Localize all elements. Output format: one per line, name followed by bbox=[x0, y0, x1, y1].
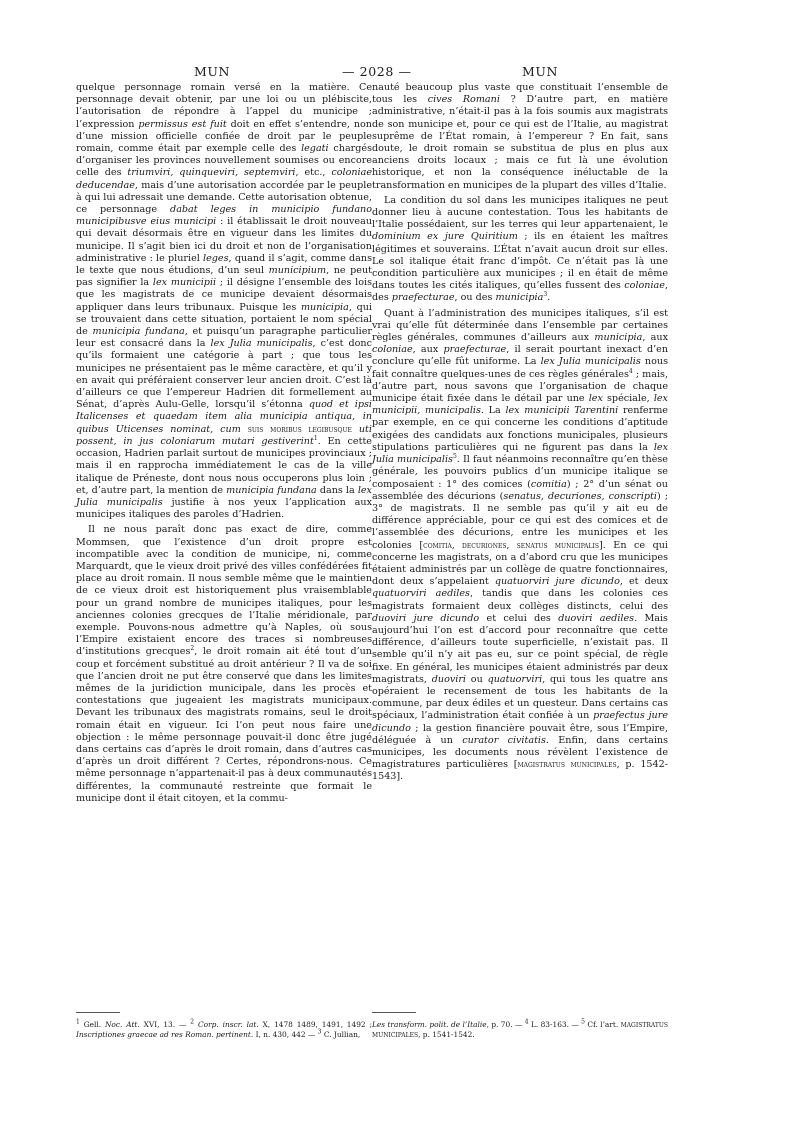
paragraph: quelque personnage romain versé en la matière. Ce personnage devait obtenir, par une loi ou un plébiscite, l’autorisation de répondre à l’appel du municipe ; l’expression permissus est fuit doit en effet s’entendre, non d’une mission officielle confiée de droit par le peuple romain, comme était par exemple celle des legati chargés d’organiser les provinces nouvellement soumises ou encore celle des triumviri, quinqueviri, septemviri, etc., coloniae deducendae, mais d’une autorisation accordée par le peuple à qui lui adressait une demande. Cette autorisation obtenue, ce personnage dabat leges in municipio fundano municipibusve eius municipi : il établissait le droit nouveau qui devait désormais être en vigueur dans les limites du municipe. Il s’agit bien ici du droit et non de l’organisation administrative : le pluriel leges, quand il s’agit, comme dans le texte que nous étudions, d’un seul municipium, ne peut pas signifier la lex municipii ; il désigne l’ensemble des lois que les magistrats de ce municipe devaient désormais appliquer dans leurs tribunaux. Puisque les municipia, qui se trouvaient dans cette situation, portaient le nom spécial de municipia fundana, et puisqu’un paragraphe particulier leur est consacré dans la lex Julia municipalis, c’est donc qu’ils formaient une catégorie à part ; que tous les municipes ne présentaient pas le même caractère, et qu’il y en avait qui préféraient conserver leur ancien droit. C’est là d’ailleurs ce que l’empereur Hadrien dit formellement au Sénat, d’après Aulu-Gelle, lorsqu’il s’étonna quod et ipsi Italicenses et quaedam item alia municipia antiqua, in quibus Uticenses nominat, cum suis moribus legibusque uti possent, in jus coloniarum mutari gestiverint$^1$. En cette occasion, Hadrien parlait surtout de municipes provinciaux ; mais il en rapprocha immédiatement le cas de la ville italique de Préneste, dont nous nous occuperons plus loin ; et, d’autre part, la mention de municipia fundana dans la lex Julia municipalis justifie à nos yeux l’application aux municipes italiques des paroles d’Hadrien. bbox=[76, 82, 373, 521]
footnote-rule bbox=[372, 1012, 416, 1013]
footnote-rule bbox=[76, 1012, 120, 1013]
footnotes-right: Les transform. polit. de l’Italie, p. 70. — $^4$ L. 83-163. — $^5$ Cf. l’art. magistratus municipales, p. 1541-1542. bbox=[372, 1018, 669, 1040]
paragraph: La condition du sol dans les municipes italiques ne peut donner lieu à aucune contestation. Tous les habitants de l’Italie possédaient, sur les terres qui leur appartenaient, le dominium ex jure Quiritium ; ils en étaient les maîtres légitimes et souverains. L’État n’avait aucun droit sur elles. Le sol italique était franc d’impôt. Ce n’était pas là une condition particulière aux municipes ; il en était de même dans toutes les cités italiques, qu’elles fussent des coloniae, des praefecturae, ou des municipia$^3$. bbox=[372, 194, 668, 304]
paragraph: nauté beaucoup plus vaste que constituait l’ensemble de tous les cives Romani ? D’autre part, en matière administrative, n’était-il pas à la fois soumis aux magistrats de son municipe et, pour ce qui est de l’Italie, au magistrat suprême de l’État romain, à l’empereur ? En fait, sans doute, le droit romain se substitua de plus en plus aux anciens droits locaux ; mais ce fut là une évolution historique, et non la conséquence inéluctable de la transformation en municipes de la plupart des villes d’Italie. bbox=[372, 82, 668, 191]
running-head-left: MUN bbox=[194, 64, 231, 79]
right-column bbox=[372, 82, 668, 784]
running-head-right: MUN bbox=[522, 64, 559, 79]
paragraph: Quant à l’administration des municipes italiques, s’il est vrai qu’elle fût déterminée dans l’ensemble par certaines règles générales, communes d’ailleurs aux municipia, aux coloniae, aux praefecturae, il serait pourtant inexact d’en conclure qu’elle fût uniforme. La lex Julia municipalis nous fait connaître quelques-unes de ces règles générales$^4$ ; mais, d’autre part, nous savons que l’organisation de chaque municipe était fixée dans le détail par une lex spéciale, lex municipii, municipalis. La lex municipii Tarentini renferme par exemple, en ce qui concerne les conditions d’aptitude exigées des candidats aux fonctions municipales, plusieurs stipulations particulières qui ne figurent pas dans la lex Julia municipalis$^5$. Il faut néanmoins reconnaître qu’en thèse générale, les pouvoirs publics d’un municipe italique se composaient : 1° des comices (comitia) ; 2° d’un sénat ou assemblée des décurions (senatus, decuriones, conscripti) ; 3° de magistrats. Il ne semble pas qu’il y ait eu de différence appréciable, pour ce qui est des comices et de l’assemblée des décurions, entre les municipes et les colonies [comitia, decuriones, senatus municipalis]. En ce qui concerne les magistrats, on a d’abord cru que les municipes étaient administrés par un collège de quatre fonctionnaires, dont deux s’appelaient quatuorviri jure dicundo, et deux quatuorviri aediles, tandis que dans les colonies ces magistrats formaient deux collèges distincts, celui des duoviri jure dicundo et celui des duoviri aediles. Mais aujourd’hui l’on est d’accord pour reconnaître que cette différence, d’ailleurs toute superficielle, n’existait pas. Il semble qu’il n’y ait pas eu, sur ce point spécial, de règle fixe. En général, les municipes étaient administrés par deux magistrats, duoviri ou quatuorviri, qui tous les quatre ans opéraient le recensement de tous les habitants de la commune, par deux édiles et un questeur. Dans certains cas spéciaux, l’administration était confiée à un praefectus jure dicundo ; la gestion financière pouvait être, sous l’Empire, déléguée à un curator civitatis. Enfin, dans certains municipes, les documents nous révèlent l’existence de magistratures particulières [magistratus municipales, p. 1542-1543]. bbox=[372, 307, 669, 783]
page-number: — 2028 — bbox=[342, 64, 412, 79]
footnotes-left: $^1$ Gell. Noc. Att. XVI, 13. — $^2$ Corp. inscr. lat. X, 1478 1489, 1491, 1492 ; Inscriptiones graecae ad res Roman. pertinent. I, n. 430, 442 — $^3$ C. Jullian, bbox=[76, 1018, 372, 1039]
left-column bbox=[76, 82, 372, 805]
paragraph: Il ne nous paraît donc pas exact de dire, comme Mommsen, que l’existence d’un droit propre est incompatible avec la condition de municipe, ni, comme Marquardt, que le vieux droit privé des villes confédérées fit place au droit romain. Il nous semble même que le maintien de ce vieux droit est historiquement plus vraisemblable pour un grand nombre de municipes italiques, pour les anciennes colonies grecques de l’Italie méridionale, par exemple. Pouvons-nous admettre qu’à Naples, où sous l’Empire existaient encore des traces si nombreuses d’institutions grecques$^2$, le droit romain ait été tout d’un coup et forcément substitué au droit antérieur ? Il va de soi que l’ancien droit ne put être conservé que dans les limites mêmes de la juridiction municipale, dans les procès et contestations que jugeaient les magistrats municipaux. Devant les tribunaux des magistrats romains, seul le droit romain était en vigueur. Ici l’on peut nous faire une objection : le même personnage pouvait-il donc être jugé dans certains cas d’après le droit romain, dans d’autres cas d’après un droit différent ? Certes, répondrons-nous. Ce même personnage n’appartenait-il pas à deux communautés différentes, la communauté restreinte que formait le municipe dont il était citoyen, et la commu- bbox=[76, 524, 372, 804]
